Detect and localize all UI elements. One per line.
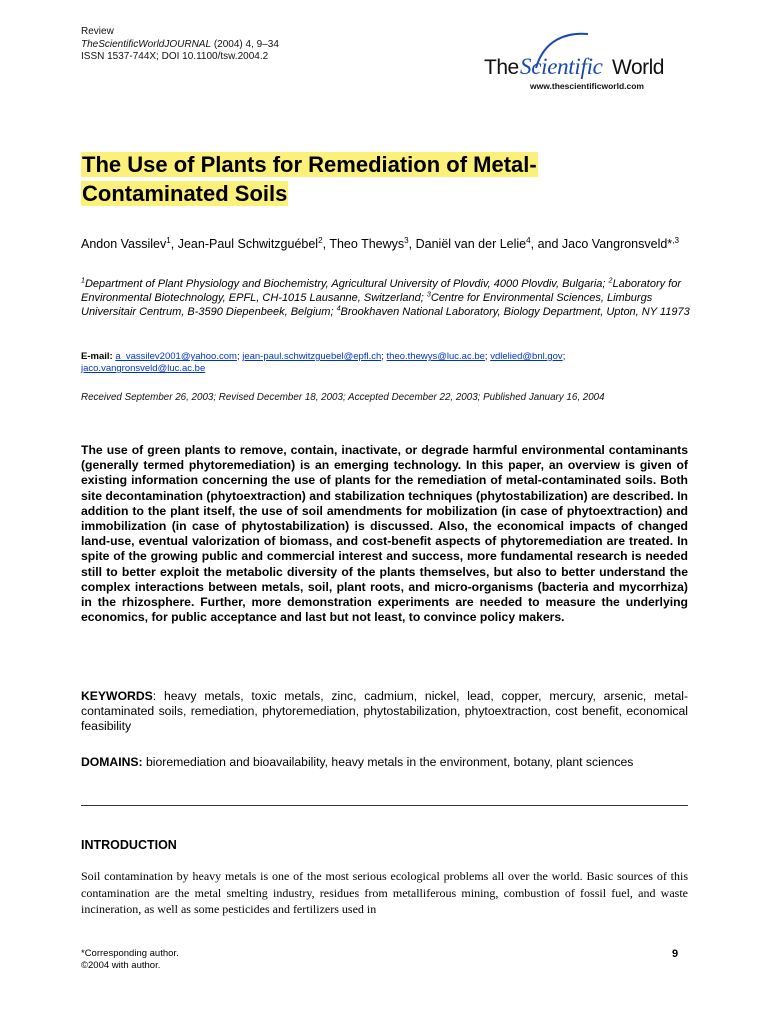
email-block bbox=[81, 351, 691, 375]
citation-line bbox=[81, 39, 279, 52]
author-list bbox=[81, 236, 691, 253]
affiliation-text: Laboratory for Environmental Biotechnology, EPFL, CH-1015 Lausanne, Switzerland; bbox=[81, 278, 682, 304]
journal-name: TheScientificWorldJOURNAL bbox=[81, 38, 212, 50]
affiliation-mark: 2 bbox=[608, 276, 613, 285]
introduction-text: Soil contamination by heavy metals is one of the most serious ecological problems all over the world. Basic sources of this contamination are the metal smelting industry, residues from metalliferous mining, combustion of fossil fuel, and waste incineration, as well as some pesticides and fertilizers used in bbox=[81, 869, 688, 916]
author-affiliation-mark: 2 bbox=[318, 235, 323, 245]
domains-label: DOMAINS: bbox=[81, 755, 143, 769]
domains-text: bioremediation and bioavailability, heavy metals in the environment, botany, plant sciences bbox=[142, 755, 634, 769]
author-separator: , bbox=[170, 237, 178, 251]
article-title bbox=[81, 150, 621, 208]
logo-world: World bbox=[612, 56, 664, 79]
publication-dates: Received September 26, 2003; Revised December 18, 2003; Accepted December 22, 2003; Published January 16, 2004 bbox=[81, 392, 605, 403]
affiliation-mark: 4 bbox=[336, 304, 341, 313]
email-link[interactable]: jaco.vangronsveld@luc.ac.be bbox=[81, 363, 206, 374]
abstract: The use of green plants to remove, contain, inactivate, or degrade harmful environmental contaminants (generally termed phytoremediation) is an emerging technology. In this paper, an overview is given of existing information concerning the use of plants for the remediation of metal-contaminated soils. Both site decontamination (phytoextraction) and stabilization techniques (phytostabilization) are described. In addition to the plant itself, the use of soil amendments for mobilization (in case of phytoextraction) and immobilization (in case of phytostabilization) is discussed. Also, the economical impacts of changed land-use, eventual valorization of biomass, and cost-benefit aspects of phytoremediation are treated. In spite of the growing public and commercial interest and success, more fundamental research is needed still to better exploit the metabolic diversity of the plants themselves, but also to better understand the complex interactions between metals, soil, plant roots, and micro-organisms (bacteria and mycorrhiza) in the rhizosphere. Further, more demonstration experiments are needed to measure the underlying economics, for public acceptance and last but not least, to convince policy makers. bbox=[81, 443, 688, 625]
email-link[interactable]: theo.thewys@luc.ac.be bbox=[386, 351, 485, 362]
author-name: Andon Vassilev bbox=[81, 237, 167, 251]
affiliation-mark: 1 bbox=[81, 276, 85, 285]
corresponding-author-note: *Corresponding author. bbox=[81, 948, 179, 959]
volume-pages: (2004) 4, 9–34 bbox=[211, 38, 279, 50]
email-label: E-mail: bbox=[81, 351, 113, 362]
author-name: Theo Thewys bbox=[329, 237, 405, 251]
logo-scientific: Scientific bbox=[520, 54, 603, 79]
keywords bbox=[81, 689, 688, 735]
email-link[interactable]: a_vassilev2001@yahoo.com bbox=[115, 351, 237, 362]
copyright-note: ©2004 with author. bbox=[81, 960, 161, 971]
logo-the: The bbox=[484, 56, 519, 79]
author-separator: , bbox=[322, 237, 330, 251]
domains bbox=[81, 755, 688, 770]
author-name: Jaco Vangronsveld* bbox=[561, 237, 673, 251]
author-affiliation-mark: ,3 bbox=[672, 235, 679, 245]
journal-header bbox=[81, 26, 279, 64]
title-highlight: The Use of Plants for Remediation of Metal-Contaminated Soils bbox=[82, 152, 537, 206]
affiliation-list bbox=[81, 277, 691, 319]
author-separator: , and bbox=[530, 237, 562, 251]
article-type: Review bbox=[81, 26, 114, 37]
issn-doi: ISSN 1537-744X; DOI 10.1100/tsw.2004.2 bbox=[81, 51, 269, 62]
logo-url: www.thescientificworld.com bbox=[530, 81, 644, 91]
email-links: a_vassilev2001@yahoo.com; jean-paul.schwitzguebel@epfl.ch; theo.thewys@luc.ac.be; vdlelied@bnl.gov; jaco.vangronsveld@luc.ac.be bbox=[81, 351, 566, 374]
introduction-heading: INTRODUCTION bbox=[81, 838, 177, 852]
author-affiliation-mark: 4 bbox=[526, 235, 531, 245]
page-number: 9 bbox=[672, 948, 679, 960]
affiliation-text: Brookhaven National Laboratory, Biology Department, Upton, NY 11973 bbox=[340, 306, 690, 318]
keywords-text: : heavy metals, toxic metals, zinc, cadmium, nickel, lead, copper, mercury, arsenic, metal-contaminated soils, remediation, phytoremediation, phytostabilization, phytoextraction, cost benefit, economical feasibility bbox=[81, 689, 688, 734]
email-link[interactable]: vdlelied@bnl.gov bbox=[490, 351, 563, 362]
section-divider bbox=[81, 805, 688, 806]
author-name: Daniël van der Lelie bbox=[415, 237, 527, 251]
author-separator: , bbox=[408, 237, 416, 251]
journal-logo[interactable] bbox=[484, 30, 694, 94]
affiliation-text: Centre for Environmental Sciences, Limburgs Universitair Centrum, B-3590 Diepenbeek, Belgium; bbox=[81, 292, 653, 318]
author-name: Jean-Paul Schwitzguébel bbox=[177, 237, 319, 251]
affiliation-mark: 3 bbox=[426, 290, 431, 299]
keywords-label: KEYWORDS bbox=[81, 689, 153, 703]
footnote bbox=[81, 948, 179, 972]
affiliation-text: Department of Plant Physiology and Biochemistry, Agricultural University of Plovdiv, 4000 Plovdiv, Bulgaria; bbox=[84, 278, 609, 290]
email-link[interactable]: jean-paul.schwitzguebel@epfl.ch bbox=[242, 351, 382, 362]
author-affiliation-mark: 3 bbox=[404, 235, 409, 245]
author-affiliation-mark: 1 bbox=[166, 235, 171, 245]
